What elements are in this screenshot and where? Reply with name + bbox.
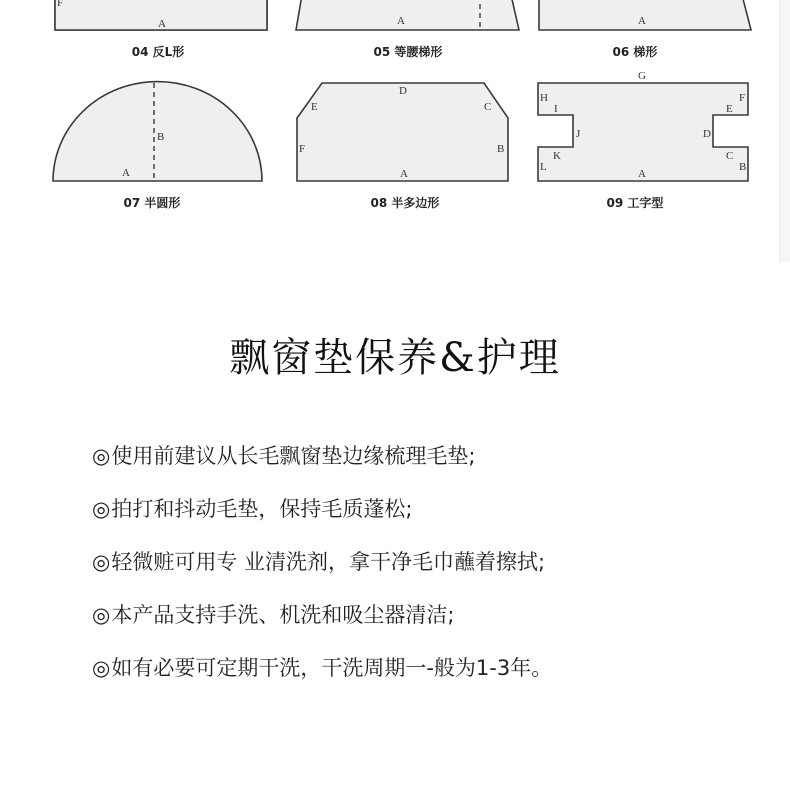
care-item	[92, 547, 552, 600]
svg-text:A: A	[397, 15, 405, 27]
care-section-title: 飘窗垫保养&护理	[229, 335, 561, 381]
svg-text:D: D	[703, 128, 711, 140]
svg-text:A: A	[400, 168, 408, 180]
svg-text:H: H	[540, 92, 548, 104]
shape-caption: 04 反L形	[131, 45, 185, 59]
svg-text:G: G	[638, 70, 646, 82]
shape-caption: 06 梯形	[612, 45, 658, 59]
svg-text:J: J	[576, 128, 581, 140]
shape-caption: 09 工字型	[606, 196, 664, 210]
svg-text:C: C	[726, 150, 734, 162]
svg-text:F: F	[299, 143, 306, 155]
care-item-text: 本产品支持手洗、机洗和吸尘器清洁;	[111, 603, 455, 627]
care-item-text: 使用前建议从长毛飘窗垫边缘梳理毛垫;	[111, 444, 476, 468]
svg-text:F: F	[57, 0, 64, 9]
care-instructions-list	[92, 441, 552, 706]
care-item-text: 拍打和抖动毛垫，保持毛质蓬松;	[111, 497, 413, 521]
svg-text:B: B	[157, 131, 165, 143]
svg-text:C: C	[484, 101, 492, 113]
care-item	[92, 441, 552, 494]
double-circle-bullet-icon: ◎	[92, 656, 111, 680]
double-circle-bullet-icon: ◎	[92, 497, 111, 521]
svg-text:I: I	[554, 103, 558, 115]
svg-text:A: A	[638, 15, 646, 27]
svg-text:A: A	[122, 167, 130, 179]
shape-09-i-beam	[0, 0, 790, 220]
svg-text:B: B	[497, 143, 505, 155]
shape-caption: 08 半多边形	[370, 196, 440, 210]
care-item-text: 轻微赃可用专 业清洗剂，拿干净毛巾蘸着擦拭;	[111, 550, 546, 574]
svg-text:E: E	[726, 103, 733, 115]
svg-text:D: D	[399, 85, 407, 97]
care-item	[92, 600, 552, 653]
double-circle-bullet-icon: ◎	[92, 550, 111, 574]
svg-text:K: K	[553, 150, 561, 162]
svg-text:A: A	[638, 168, 646, 180]
care-item	[92, 494, 552, 547]
care-item-text: 如有必要可定期干洗，干洗周期一-般为1-3年。	[111, 656, 553, 680]
svg-text:B: B	[739, 161, 747, 173]
svg-text:L: L	[540, 161, 547, 173]
shape-caption: 07 半圆形	[123, 196, 181, 210]
i-beam-diagram	[0, 0, 790, 220]
svg-text:F: F	[739, 92, 746, 104]
double-circle-bullet-icon: ◎	[92, 444, 111, 468]
care-item	[92, 653, 552, 706]
double-circle-bullet-icon: ◎	[92, 603, 111, 627]
shape-caption: 05 等腰梯形	[373, 45, 443, 59]
svg-text:A: A	[158, 18, 166, 30]
svg-text:E: E	[311, 101, 318, 113]
